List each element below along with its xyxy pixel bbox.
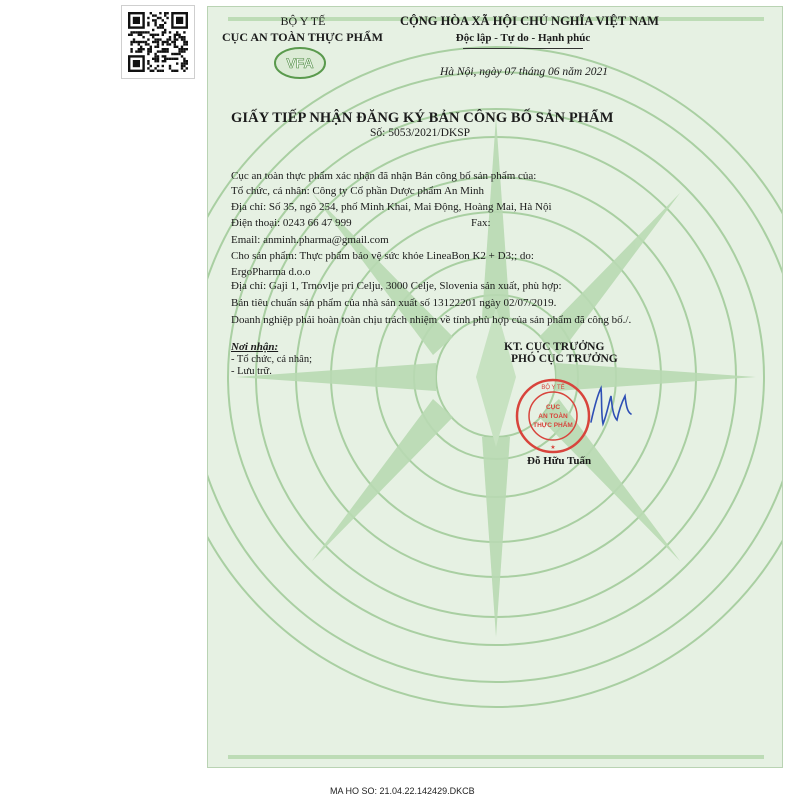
agency-name: CỤC AN TOÀN THỰC PHẨM — [222, 30, 383, 44]
svg-text:AN TOÀN: AN TOÀN — [538, 413, 568, 420]
body-line-email: Email: anminh.pharma@gmail.com — [231, 234, 389, 246]
qr-code — [121, 5, 195, 79]
body-line-responsibility: Doanh nghiệp phải hoàn toàn chịu trách nhiệm về tính phù hợp của sản phẩm đã công bố./. — [231, 314, 632, 326]
national-motto: Độc lập - Tự do - Hạnh phúc — [455, 32, 591, 44]
signatory-title: KT. CỤC TRƯỞNG — [504, 341, 605, 353]
body-line-intro: Cục an toàn thực phẩm xác nhận đã nhận Bản công bố sản phẩm của: — [231, 170, 537, 182]
signatory-subtitle: PHÓ CỤC TRƯỞNG — [511, 353, 618, 365]
document-number: Số: 5053/2021/DKSP — [370, 127, 471, 139]
signer-name: Đỗ Hữu Tuấn — [527, 455, 592, 467]
document-title: GIẤY TIẾP NHẬN ĐĂNG KÝ BẢN CÔNG BỐ SẢN PHẨM — [231, 110, 614, 126]
place-and-date: Hà Nội, ngày 07 tháng 06 năm 2021 — [440, 66, 609, 78]
body-line-manufacturer: ErgoPharma d.o.o — [231, 266, 311, 278]
country-name: CỘNG HÒA XÃ HỘI CHỦ NGHĨA VIỆT NAM — [400, 14, 659, 28]
body-line-standard: Bản tiêu chuẩn sản phẩm của nhà sản xuất số 13122201 ngày 02/07/2019. — [231, 297, 557, 309]
svg-text:THỰC PHẨM: THỰC PHẨM — [533, 422, 573, 429]
body-line-address: Địa chỉ: Số 35, ngõ 254, phố Minh Khai, Mai Động, Hoàng Mai, Hà Nội — [231, 201, 552, 213]
ministry-name: BỘ Y TẾ — [280, 14, 326, 28]
body-fax-label: Fax: — [471, 217, 491, 229]
red-seal-stamp — [514, 377, 592, 455]
vfa-logo — [273, 46, 327, 80]
body-line-product: Cho sản phẩm: Thực phẩm bảo vệ sức khỏe LineaBon K2 + D3;; do: — [231, 250, 534, 262]
motto-underline — [463, 48, 583, 49]
recipient-item: - Tổ chức, cá nhân; — [231, 354, 313, 365]
recipient-item: - Lưu trữ. — [231, 366, 272, 377]
svg-text:CỤC: CỤC — [545, 404, 561, 411]
svg-text:BỘ Y TẾ: BỘ Y TẾ — [541, 385, 565, 391]
body-line-manufacturer-address: Địa chỉ: Gaji 1, Trnovlje pri Celju, 3000 Celje, Slovenia sản xuất, phù hợp: — [231, 280, 562, 292]
body-line-phone: Điện thoại: 0243 66 47 999 — [231, 217, 352, 229]
svg-text:VFA: VFA — [286, 55, 314, 71]
svg-text:★: ★ — [550, 445, 556, 451]
handwritten-signature — [585, 384, 635, 430]
qr-code-icon — [128, 12, 188, 72]
recipients-heading: Nơi nhận: — [231, 341, 279, 353]
record-code: MA HO SO: 21.04.22.142429.DKCB — [330, 786, 475, 796]
body-line-organization: Tổ chức, cá nhân: Công ty Cổ phần Dược phẩm An Minh — [231, 185, 484, 197]
